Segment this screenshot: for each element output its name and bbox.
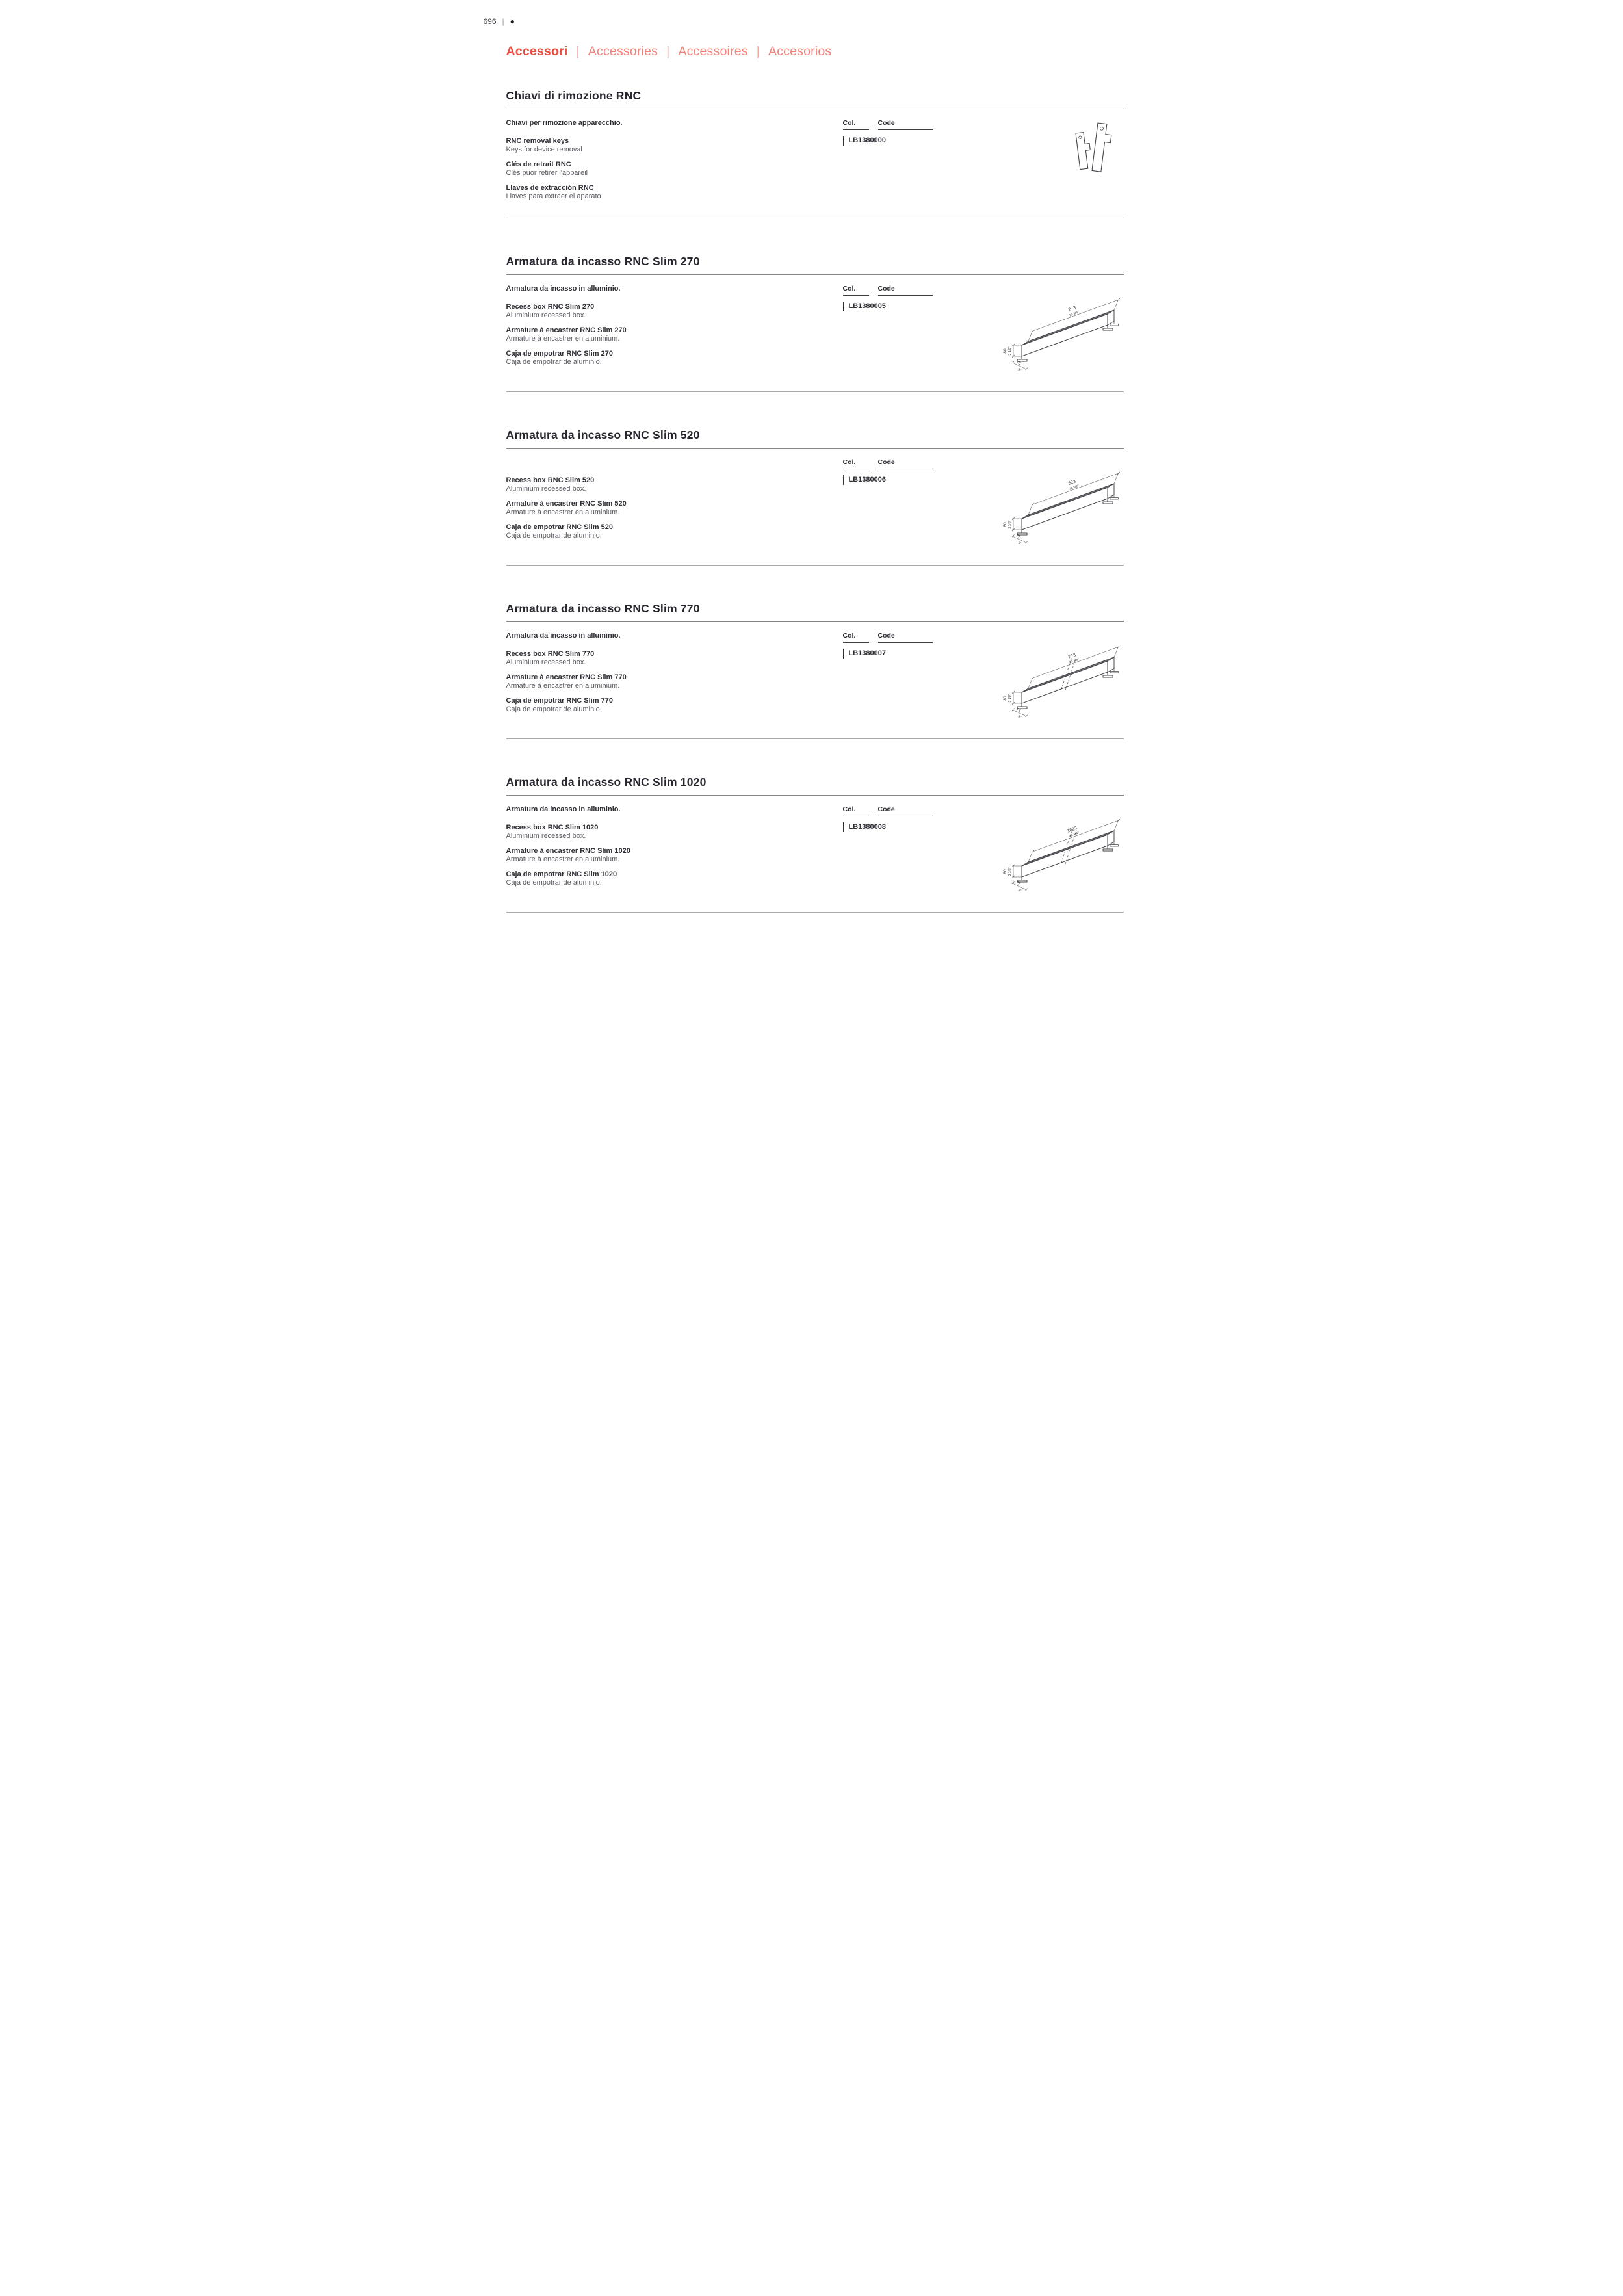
- section-end-divider: [506, 738, 1124, 739]
- dim-width-in: 3": [1017, 888, 1022, 893]
- order-info: [843, 631, 996, 728]
- product-code: LB1380006: [843, 475, 887, 485]
- dim-length-in: 20 5/8": [1068, 484, 1080, 491]
- section-end-divider: [506, 391, 1124, 392]
- product-item: [506, 673, 843, 690]
- key-left-icon: [1076, 132, 1093, 170]
- illustration-area: [996, 631, 1134, 728]
- page-number: 696: [483, 17, 497, 26]
- recess-box-drawing: [996, 457, 1134, 554]
- section-rnc-slim-270: [506, 255, 1124, 392]
- col-column-header: Col.: [843, 458, 869, 469]
- recess-box-drawing: [996, 804, 1134, 902]
- product-code: LB1380007: [843, 649, 887, 659]
- product-desc: Caja de empotrar de aluminio.: [506, 879, 602, 887]
- illustration-area: [996, 283, 1134, 381]
- code-column-header: Code: [878, 285, 933, 296]
- product-item: [506, 137, 843, 153]
- section-title: Armatura da incasso RNC Slim 270: [506, 255, 700, 268]
- catalog-page: [454, 0, 1169, 1011]
- dim-height-in: 3 1/8": [1007, 346, 1012, 356]
- product-name: Caja de empotrar RNC Slim 1020: [506, 870, 617, 878]
- product-code: LB1380008: [843, 822, 887, 832]
- section-rnc-slim-770: [506, 602, 1124, 739]
- intro-text: Armatura da incasso in alluminio.: [506, 805, 621, 813]
- dim-length-mm: 1023: [1066, 826, 1078, 834]
- code-column-header: Code: [878, 458, 933, 469]
- section-rnc-slim-1020: [506, 776, 1124, 913]
- section-title: Armatura da incasso RNC Slim 520: [506, 428, 700, 441]
- section-title: Armatura da incasso RNC Slim 1020: [506, 776, 707, 789]
- col-column-header: Col.: [843, 119, 869, 130]
- product-desc: Armature à encastrer en aluminium.: [506, 335, 620, 343]
- section-end-divider: [506, 912, 1124, 913]
- removal-keys-drawing: [1068, 118, 1124, 190]
- dim-length-in: 30 3/8": [1068, 657, 1080, 665]
- intro-text: Armatura da incasso in alluminio.: [506, 632, 621, 640]
- product-name: Recess box RNC Slim 270: [506, 303, 595, 311]
- product-item: [506, 476, 843, 493]
- dim-height-mm: 80: [1002, 522, 1007, 527]
- product-item: [506, 870, 843, 887]
- product-item: [506, 184, 843, 200]
- product-desc: Keys for device removal: [506, 146, 582, 153]
- code-column-header: Code: [878, 805, 933, 816]
- dim-length-mm: 523: [1067, 479, 1076, 486]
- dim-height-mm: 80: [1002, 348, 1007, 354]
- header-title-es: Accesorios: [768, 44, 832, 59]
- dim-length-mm: 273: [1067, 306, 1076, 313]
- order-info: [843, 118, 996, 207]
- product-name: Recess box RNC Slim 520: [506, 476, 595, 484]
- dim-width-in: 3": [1017, 541, 1022, 546]
- product-descriptions: [506, 118, 843, 207]
- product-name: Recess box RNC Slim 770: [506, 650, 595, 658]
- key-right-icon: [1091, 123, 1112, 172]
- product-descriptions: [506, 457, 843, 554]
- product-desc: Caja de empotrar de aluminio.: [506, 358, 602, 366]
- recess-box-drawing: [996, 283, 1134, 381]
- product-item: [506, 847, 843, 863]
- header-separator: |: [576, 44, 580, 59]
- product-desc: Armature à encastrer en aluminium.: [506, 682, 620, 690]
- dim-width-in: 3": [1017, 714, 1022, 720]
- product-item: [506, 500, 843, 516]
- dim-width-mm: 75: [1015, 533, 1021, 540]
- product-name: Armature à encastrer RNC Slim 270: [506, 326, 627, 334]
- product-name: Caja de empotrar RNC Slim 520: [506, 523, 613, 531]
- product-desc: Aluminium recessed box.: [506, 311, 586, 319]
- section-removal-keys: [506, 89, 1124, 218]
- illustration-area: [996, 457, 1134, 554]
- product-desc: Armature à encastrer en aluminium.: [506, 508, 620, 516]
- dim-length-in: 10 3/4": [1068, 310, 1080, 318]
- illustration-area: [996, 118, 1124, 207]
- product-desc: Caja de empotrar de aluminio.: [506, 705, 602, 713]
- product-code: LB1380000: [843, 136, 887, 146]
- product-name: Caja de empotrar RNC Slim 770: [506, 697, 613, 705]
- dim-width-in: 3": [1017, 367, 1022, 372]
- dim-height-in: 3 1/8": [1007, 694, 1012, 703]
- dim-width-mm: 75: [1015, 707, 1021, 714]
- dim-height-in: 3 1/8": [1007, 867, 1012, 876]
- intro-text: Armatura da incasso in alluminio.: [506, 285, 621, 293]
- product-desc: Llaves para extraer el aparato: [506, 192, 601, 200]
- dim-length-mm: 773: [1067, 653, 1076, 660]
- product-name: RNC removal keys: [506, 137, 569, 145]
- page-marker-dot: ●: [510, 17, 515, 26]
- dim-height-mm: 80: [1002, 869, 1007, 874]
- product-item: [506, 650, 843, 666]
- product-item: [506, 326, 843, 343]
- header-title-en: Accessories: [588, 44, 658, 59]
- header-separator: |: [756, 44, 760, 59]
- catalog-header: [506, 44, 1124, 59]
- dim-height-in: 3 1/8": [1007, 520, 1012, 529]
- product-name: Armature à encastrer RNC Slim 520: [506, 500, 627, 508]
- header-title-it: Accessori: [506, 44, 568, 59]
- product-name: Clés de retrait RNC: [506, 161, 571, 168]
- col-column-header: Col.: [843, 805, 869, 816]
- header-title-fr: Accessoires: [678, 44, 748, 59]
- product-desc: Caja de empotrar de aluminio.: [506, 532, 602, 540]
- dim-width-mm: 75: [1015, 359, 1021, 367]
- section-rnc-slim-520: [506, 428, 1124, 566]
- product-item: [506, 303, 843, 319]
- product-name: Caja de empotrar RNC Slim 270: [506, 350, 613, 358]
- product-item: [506, 350, 843, 366]
- product-item: [506, 161, 843, 177]
- order-info: [843, 283, 996, 381]
- header-separator: |: [666, 44, 670, 59]
- intro-text: Chiavi per rimozione apparecchio.: [506, 119, 623, 127]
- product-descriptions: [506, 283, 843, 381]
- product-descriptions: [506, 804, 843, 902]
- product-item: [506, 523, 843, 540]
- col-column-header: Col.: [843, 632, 869, 643]
- dim-width-mm: 75: [1015, 880, 1021, 887]
- product-item: [506, 824, 843, 840]
- product-name: Llaves de extracción RNC: [506, 184, 594, 192]
- product-desc: Aluminium recessed box.: [506, 659, 586, 666]
- recess-box-drawing: [996, 631, 1134, 728]
- page-number-divider: |: [502, 17, 504, 26]
- product-desc: Aluminium recessed box.: [506, 832, 586, 840]
- dim-height-mm: 80: [1002, 696, 1007, 701]
- order-info: [843, 457, 996, 554]
- intro-text: [506, 458, 843, 467]
- product-name: Armature à encastrer RNC Slim 1020: [506, 847, 630, 855]
- section-title: Armatura da incasso RNC Slim 770: [506, 602, 700, 615]
- product-descriptions: [506, 631, 843, 728]
- product-desc: Aluminium recessed box.: [506, 485, 586, 493]
- code-column-header: Code: [878, 632, 933, 643]
- product-code: LB1380005: [843, 302, 887, 311]
- order-info: [843, 804, 996, 902]
- dim-length-in: 40 1/4": [1068, 831, 1080, 839]
- product-name: Armature à encastrer RNC Slim 770: [506, 673, 627, 681]
- section-end-divider: [506, 565, 1124, 566]
- code-column-header: Code: [878, 119, 933, 130]
- page-number-block: [484, 17, 515, 26]
- product-item: [506, 697, 843, 713]
- illustration-area: [996, 804, 1134, 902]
- section-title: Chiavi di rimozione RNC: [506, 89, 642, 102]
- col-column-header: Col.: [843, 285, 869, 296]
- product-desc: Clés puor retirer l'appareil: [506, 169, 588, 177]
- product-name: Recess box RNC Slim 1020: [506, 824, 599, 831]
- product-desc: Armature à encastrer en aluminium.: [506, 855, 620, 863]
